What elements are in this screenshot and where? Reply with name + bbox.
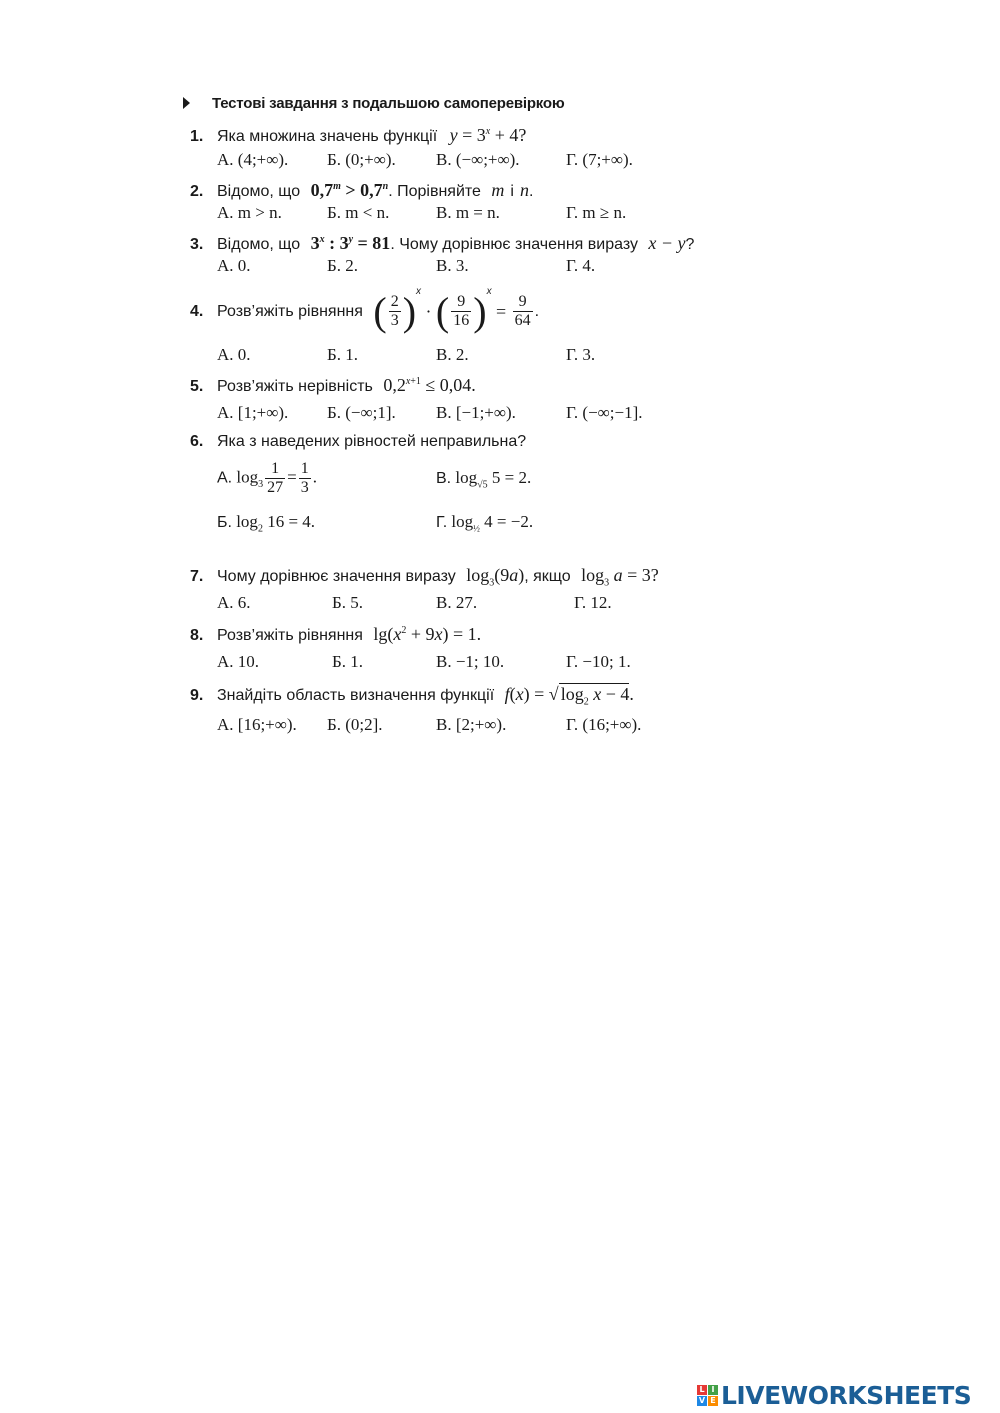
option-v[interactable]: В. −1; 10. [436, 652, 505, 671]
option-v[interactable]: В. [2;+∞). [436, 715, 507, 734]
question-2: 2. Відомо, що $0,7^m > 0,7^n$. Порівняйте m і n. [190, 180, 534, 200]
option-a[interactable]: А. m > n. [217, 203, 282, 222]
option-a[interactable]: А. $\log_3$ $\frac{1}{27}$ = $\frac{1}{3}$ . [217, 460, 317, 496]
option-a[interactable]: А. (4;+∞). [217, 150, 289, 169]
option-v[interactable]: В. $\log_{√5} 5 = 2$. [436, 468, 532, 491]
liveworksheets-watermark: L I V E LIVEWORKSHEETS [698, 1380, 972, 1410]
option-b[interactable]: Б. (0;2]. [327, 715, 383, 734]
option-a[interactable]: А. [16;+∞). [217, 715, 297, 734]
option-g[interactable]: Г. (16;+∞). [566, 715, 642, 734]
option-b[interactable]: Б. (0;+∞). [327, 150, 396, 169]
option-b[interactable]: Б. 2. [327, 256, 359, 275]
option-v[interactable]: В. m = n. [436, 203, 500, 222]
option-g[interactable]: Г. −10; 1. [566, 652, 631, 671]
question-3: 3. Відомо, що 3$^x$ : $3^y = 81$. Чому дорівнює значення виразу x − y? [190, 233, 695, 253]
option-v[interactable]: В. (−∞;+∞). [436, 150, 520, 169]
option-v[interactable]: В. 3. [436, 256, 469, 275]
option-a[interactable]: А. [1;+∞). [217, 403, 289, 422]
formula: y [449, 125, 458, 145]
question-5: 5. Розв’яжіть нерівність $0,2^{x+1} \le 0,04$. [190, 375, 476, 395]
option-v[interactable]: В. 2. [436, 345, 469, 364]
triangle-bullet-icon [183, 97, 190, 109]
option-b[interactable]: Б. (−∞;1]. [327, 403, 396, 422]
option-a[interactable]: А. 10. [217, 652, 260, 671]
question-4: 4. Розв’яжіть рівняння ( $\frac{2}{3}$ )$^x$ · ( $\frac{9}{16}$ )$^x$ = $\frac{9}{64}$ . [190, 286, 540, 334]
option-g[interactable]: Г. $\log_{\frac{1}{2}} 4 = -2$. [436, 512, 534, 534]
option-g[interactable]: Г. 3. [566, 345, 596, 364]
option-g[interactable]: Г. m ≥ n. [566, 203, 627, 222]
question-6: 6. Яка з наведених рівностей неправильна? [190, 433, 527, 450]
option-b[interactable]: Б. m < n. [327, 203, 390, 222]
options-6 [217, 460, 617, 550]
option-b[interactable]: Б. 1. [332, 652, 364, 671]
question-8: 8. Розв’яжіть рівняння $\lg(x^2 + 9x) = 1$. [190, 624, 482, 644]
option-g[interactable]: Г. 4. [566, 256, 596, 275]
option-b[interactable]: Б. $\log_2 16 = 4$. [217, 512, 316, 535]
question-1: 1. Яка множина значень функції $y = 3^x + 4$? [190, 125, 527, 145]
option-v[interactable]: В. 27. [436, 593, 478, 612]
option-g[interactable]: Г. (−∞;−1]. [566, 403, 643, 422]
question-7: 7. Чому дорівнює значення виразу $\log_3(9a)$, якщо $\log_3 a = 3$? [190, 565, 659, 589]
question-9: 9. Знайдіть область визначення функції f(x) = √ $\log_2 x - 4$. [190, 684, 634, 708]
option-v[interactable]: В. [−1;+∞). [436, 403, 516, 422]
option-g[interactable]: Г. 12. [574, 593, 612, 612]
option-a[interactable]: А. 0. [217, 256, 251, 275]
section-heading: Тестові завдання з подальшою самоперевіркою [183, 95, 564, 112]
option-b[interactable]: Б. 5. [332, 593, 364, 612]
option-b[interactable]: Б. 1. [327, 345, 359, 364]
option-a[interactable]: А. 0. [217, 345, 251, 364]
liveworksheets-logo-icon: L I V E [697, 1385, 718, 1406]
option-g[interactable]: Г. (7;+∞). [566, 150, 633, 169]
option-a[interactable]: А. 6. [217, 593, 251, 612]
